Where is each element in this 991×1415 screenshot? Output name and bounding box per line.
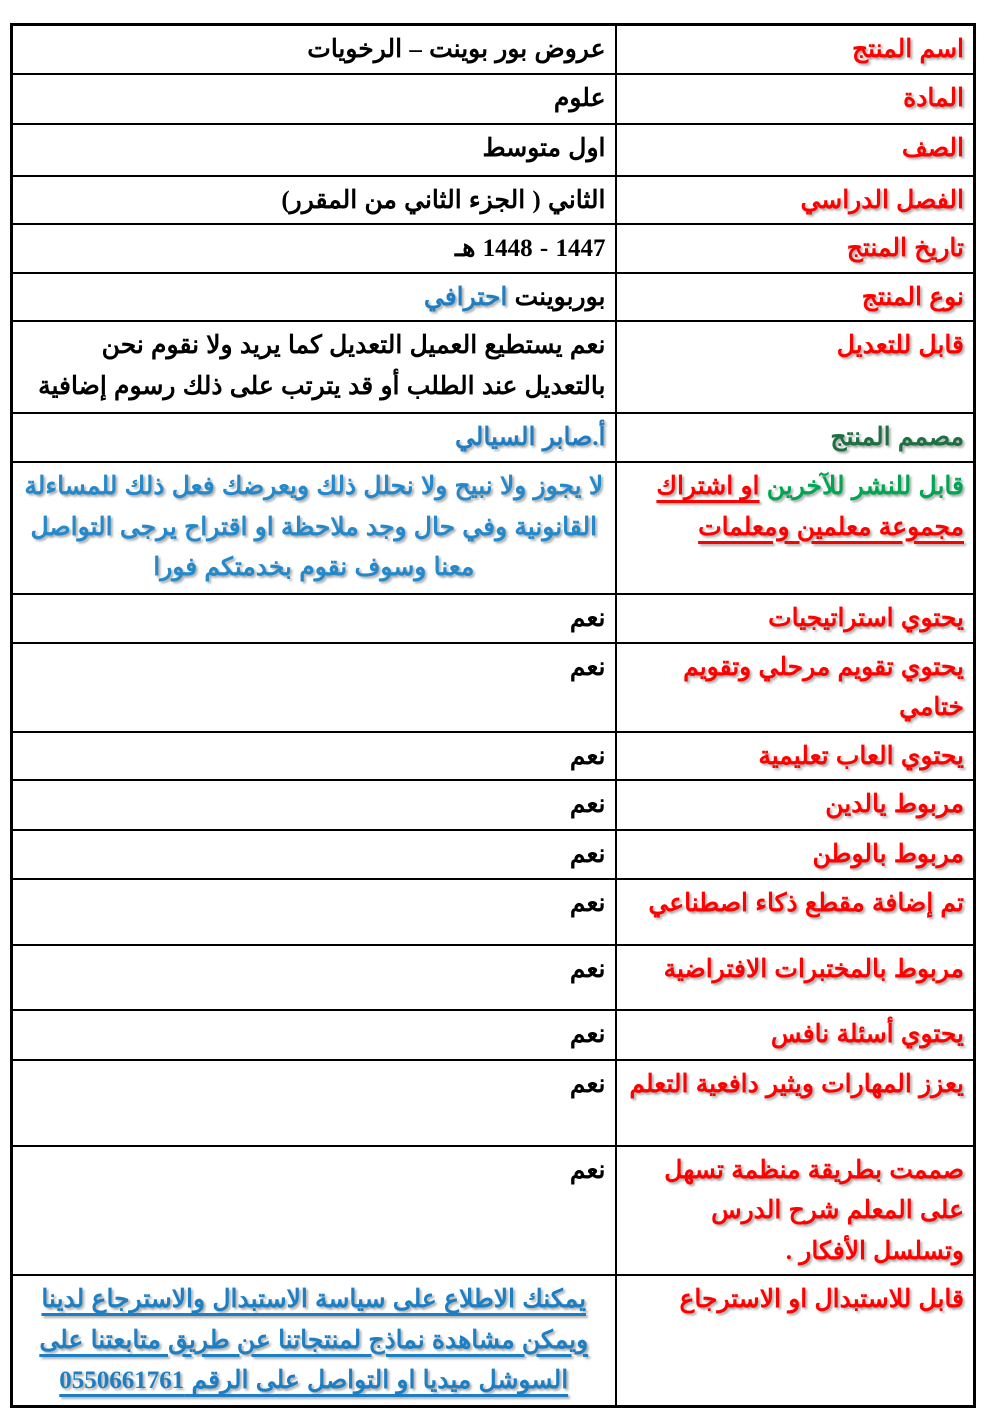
value-subject: علوم bbox=[12, 74, 616, 124]
row-nafs-questions bbox=[12, 1010, 975, 1060]
row-exchange-refund bbox=[12, 1275, 975, 1406]
value-exchange-refund-policy: يمكنك الاطلاع على سياسة الاستبدال والاسترجاع لدينا ويمكن مشاهدة نماذج لمنتجاتنا عن طريق متابعتنا على السوشل ميديا او التواصل على الرقم 0550661761 bbox=[12, 1275, 616, 1406]
label-product-date: تاريخ المنتج bbox=[616, 224, 975, 273]
row-product-name bbox=[12, 25, 975, 74]
row-ai-clip bbox=[12, 879, 975, 945]
label-ai-clip: تم إضافة مقطع ذكاء اصطناعي bbox=[616, 879, 975, 945]
row-semester bbox=[12, 176, 975, 225]
label-nafs-questions: يحتوي أسئلة نافس bbox=[616, 1010, 975, 1060]
value-assessment: نعم bbox=[12, 643, 616, 732]
row-product-designer bbox=[12, 413, 975, 462]
value-educational-games: نعم bbox=[12, 732, 616, 781]
row-grade bbox=[12, 124, 975, 176]
row-linked-to-religion bbox=[12, 780, 975, 830]
row-product-type bbox=[12, 273, 975, 322]
value-product-name: عروض بور بوينت – الرخويات bbox=[12, 25, 616, 74]
row-subject bbox=[12, 74, 975, 124]
value-nafs-questions: نعم bbox=[12, 1010, 616, 1060]
value-linked-to-homeland: نعم bbox=[12, 830, 616, 879]
row-linked-to-homeland bbox=[12, 830, 975, 879]
row-editable bbox=[12, 321, 975, 413]
label-product-name: اسم المنتج bbox=[616, 25, 975, 74]
row-assessment bbox=[12, 643, 975, 732]
label-exchange-refund: قابل للاستبدال او الاسترجاع bbox=[616, 1275, 975, 1406]
label-semester: الفصل الدراسي bbox=[616, 176, 975, 225]
product-spec-table bbox=[10, 23, 976, 1408]
row-product-date bbox=[12, 224, 975, 273]
row-organized-structure bbox=[12, 1146, 975, 1276]
label-organized-structure: صممت بطريقة منظمة تسهل على المعلم شرح الدرس وتسلسل الأفكار . bbox=[616, 1146, 975, 1276]
value-product-type: بوربوينت احترافي bbox=[12, 273, 616, 322]
label-product-designer: مصمم المنتج bbox=[616, 413, 975, 462]
value-strategies: نعم bbox=[12, 594, 616, 643]
label-linked-to-homeland: مربوط بالوطن bbox=[616, 830, 975, 879]
label-skills-motivation: يعزز المهارات ويثير دافعية التعلم bbox=[616, 1060, 975, 1146]
label-subject: المادة bbox=[616, 74, 975, 124]
label-product-type: نوع المنتج bbox=[616, 273, 975, 322]
row-strategies bbox=[12, 594, 975, 643]
value-publish-rights: لا يجوز ولا نبيح ولا نحلل ذلك ويعرضك فعل ذلك للمساءلة القانونية وفي حال وجد ملاحظة او اقتراح يرجى التواصل معنا وسوف نقوم بخدمتكم فورا bbox=[12, 462, 616, 594]
value-linked-to-religion: نعم bbox=[12, 780, 616, 830]
value-ai-clip: نعم bbox=[12, 879, 616, 945]
value-editable: نعم يستطيع العميل التعديل كما يريد ولا نقوم نحن بالتعديل عند الطلب أو قد يترتب على ذلك رسوم إضافية bbox=[12, 321, 616, 413]
row-virtual-labs bbox=[12, 945, 975, 1010]
value-product-date: 1447 - 1448 هـ bbox=[12, 224, 616, 273]
label-assessment: يحتوي تقويم مرحلي وتقويم ختامي bbox=[616, 643, 975, 732]
label-linked-to-religion: مربوط يالدين bbox=[616, 780, 975, 830]
label-grade: الصف bbox=[616, 124, 975, 176]
value-grade: اول متوسط bbox=[12, 124, 616, 176]
value-skills-motivation: نعم bbox=[12, 1060, 616, 1146]
row-educational-games bbox=[12, 732, 975, 781]
value-virtual-labs: نعم bbox=[12, 945, 616, 1010]
value-semester: الثاني ( الجزء الثاني من المقرر) bbox=[12, 176, 616, 225]
value-product-designer: أ.صابر السيالي bbox=[12, 413, 616, 462]
label-publish-rights: قابل للنشر للآخرين او اشتراك مجموعة معلمين ومعلمات bbox=[616, 462, 975, 594]
value-organized-structure: نعم bbox=[12, 1146, 616, 1276]
label-educational-games: يحتوي العاب تعليمية bbox=[616, 732, 975, 781]
label-strategies: يحتوي استراتيجيات bbox=[616, 594, 975, 643]
label-editable: قابل للتعديل bbox=[616, 321, 975, 413]
label-virtual-labs: مربوط بالمختبرات الافتراضية bbox=[616, 945, 975, 1010]
row-publish-rights bbox=[12, 462, 975, 594]
row-skills-motivation bbox=[12, 1060, 975, 1146]
